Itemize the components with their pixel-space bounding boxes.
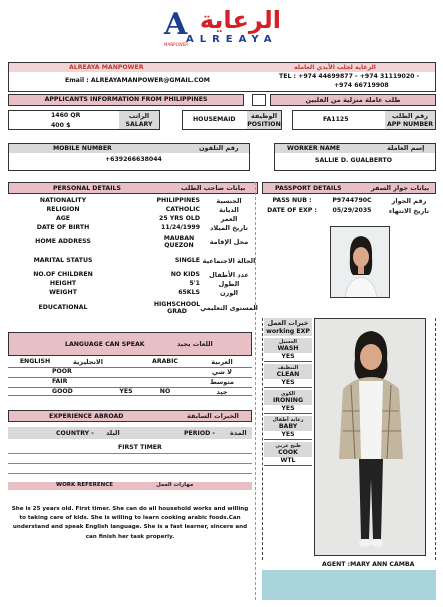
skill-value: YES: [264, 431, 312, 440]
remarks: She is 25 years old. First timer. She can do all household works and willing to taking care of kids. She is willing to learn cooking arabic foods.Can understand and speak English language. She is a fast learner, sincere and can finish her task properly.: [11, 506, 249, 540]
skill-value: WTL: [264, 457, 312, 466]
personal-value: PHILIPPINES: [156, 196, 200, 204]
passport-table: [262, 196, 436, 218]
logo-latin: ALREAYA: [186, 34, 278, 45]
passport-number-label: PASS NUB :: [272, 197, 312, 205]
language-level: POOR: [52, 368, 72, 376]
work-reference-header: [8, 482, 252, 490]
personal-row: [8, 196, 258, 205]
headshot-photo: [330, 226, 390, 298]
logo-arabic: الرعاية: [199, 6, 281, 34]
personal-value: 65KLS: [178, 288, 200, 296]
language-title: LANGUAGE CAN SPEAK: [65, 341, 145, 348]
language-english: ENGLISH: [19, 357, 51, 365]
tel-line-1: TEL : +974 44699877 - +974 31119020 -: [279, 73, 420, 80]
experience-first-timer: FIRST TIMER: [118, 444, 162, 451]
skill-ar: الغسيل: [264, 338, 312, 345]
skill-label: BABY: [264, 423, 312, 431]
experience-period-ar: المدة: [230, 429, 247, 437]
skill-ar: الكوي: [264, 390, 312, 397]
personal-label-ar: محل الإقامة: [209, 238, 249, 246]
personal-value: HIGHSCHOOL GRAD: [153, 300, 201, 315]
passport-row-expiry: [262, 206, 436, 216]
worker-value: SALLIE D. GUALBERTO: [315, 157, 393, 164]
company-name-ar: الرعاية لجلب الأيدي العاملة: [294, 64, 376, 71]
personal-value: CATHOLIC: [165, 205, 200, 213]
language-arabic: ARABIC: [152, 357, 178, 365]
app-number-box: [292, 110, 436, 130]
work-reference-title: WORK REFERENCE: [56, 482, 114, 488]
worker-label-ar: إسم العاملة: [387, 144, 425, 152]
company-logo: [160, 8, 285, 50]
tel-line-2: +974 66719908: [334, 82, 389, 89]
personal-label: DATE OF BIRTH: [36, 223, 90, 231]
logo-tag: MANPOWER: [164, 42, 189, 47]
company-name-en: ALREAYA MANPOWER: [69, 64, 144, 71]
applicants-title: APPLICANTS INFORMATION FROM PHILIPPINES: [8, 94, 244, 106]
personal-label-ar: العمر: [220, 214, 238, 223]
personal-label-ar: الحالة الاجتماعية: [202, 257, 256, 265]
personal-header: [8, 182, 258, 194]
personal-label: EDUCATIONAL: [38, 304, 88, 312]
personal-label-ar: تاريخ الميلاد: [210, 223, 248, 232]
skill-ar: طبخ عربي: [264, 442, 312, 449]
worker-label: WORKER NAME: [287, 145, 341, 152]
skills-title: working EXP: [264, 327, 312, 336]
personal-label: NO.OF CHILDREN: [33, 270, 93, 278]
personal-label-ar: الوزن: [219, 288, 239, 297]
language-english-value: [114, 378, 138, 386]
skill-label: CLEAN: [264, 371, 312, 379]
personal-label: MARITAL STATUS: [33, 257, 93, 265]
personal-row: [8, 288, 258, 297]
experience-rows: [8, 441, 252, 481]
personal-label-ar: الطول: [218, 279, 240, 288]
salary-usd: 400 $: [51, 122, 71, 129]
salary-label: SALARY: [119, 120, 159, 129]
passport-row-number: [262, 196, 436, 206]
experience-title-ar: الخبرات السابقة: [187, 412, 239, 420]
salary-qr: 1460 QR: [51, 112, 81, 119]
personal-value: SINGLE: [174, 257, 200, 265]
language-level: GOOD: [52, 387, 73, 395]
logo-a-mark: A: [164, 7, 188, 42]
experience-country: COUNTRY -: [56, 430, 94, 437]
personal-label: HOME ADDRESS: [35, 238, 91, 246]
position-label: POSITION: [247, 120, 281, 128]
applicants-title-ar: طلب عاملة منزلية من الفلبين: [270, 94, 436, 106]
personal-row: [8, 252, 258, 270]
language-arabic-ar: العربية: [211, 357, 233, 366]
skill-value: YES: [264, 353, 312, 362]
skill-label: COOK: [264, 449, 312, 457]
personal-table: [8, 196, 258, 320]
skill-label: IRONING: [264, 397, 312, 405]
personal-label: AGE: [55, 214, 71, 222]
passport-header: [262, 182, 436, 194]
personal-row: [8, 214, 258, 223]
personal-label: NATIONALITY: [39, 196, 87, 204]
language-level: FAIR: [52, 378, 68, 386]
personal-value: 11/24/1999: [161, 223, 200, 231]
language-row: [8, 387, 252, 396]
skill-ar: التنظيف: [264, 364, 312, 371]
passport-expiry-value: 05/29/2035: [332, 207, 372, 215]
personal-value: 5'1: [189, 279, 200, 287]
mobile-label: MOBILE NUMBER: [53, 145, 112, 152]
language-arabic-value: [138, 368, 192, 376]
passport-number-value: P9744790C: [332, 197, 372, 205]
skill-ar: رعاية أطفال: [264, 416, 312, 423]
personal-title-ar: بيانات صاحب الطلب: [181, 184, 246, 192]
passport-expiry-label: DATE OF EXP :: [267, 207, 317, 215]
personal-value: NO KIDS: [170, 270, 200, 278]
salary-box: [8, 110, 160, 130]
position-box: [182, 110, 282, 130]
position-label-ar: الوظيفة: [247, 111, 281, 120]
column-divider: [255, 182, 256, 600]
personal-row: [8, 205, 258, 214]
experience-country-ar: البلد: [106, 429, 120, 437]
personal-label: RELIGION: [46, 205, 80, 213]
full-body-illustration: [315, 319, 426, 556]
language-header: [8, 332, 252, 356]
position-value: HOUSEMAID: [193, 116, 236, 123]
mobile-box: [8, 143, 250, 171]
app-number-value: FA1125: [323, 116, 349, 123]
personal-row: [8, 270, 258, 279]
personal-label: WEIGHT: [49, 288, 77, 296]
personal-title: PERSONAL DETAILS: [53, 185, 121, 192]
personal-value: MAUBAN QUEZON: [163, 234, 195, 249]
spacer-box: [252, 94, 266, 106]
skill-label: WASH: [264, 345, 312, 353]
full-body-photo: [314, 318, 426, 556]
personal-row: [8, 279, 258, 288]
experience-header: [8, 410, 252, 422]
personal-label: HEIGHT: [49, 279, 77, 287]
skill-value: YES: [264, 379, 312, 388]
language-english-value: YES: [119, 387, 133, 395]
language-english-ar: الانجليزية: [73, 357, 103, 366]
passport-title-ar: بيانات جواز السفر: [371, 184, 430, 192]
personal-row: [8, 297, 258, 319]
language-title-ar: اللغات يجيد: [177, 340, 213, 348]
mobile-value: +639266638044: [105, 156, 162, 163]
skills-title-ar: خبرات العمل: [264, 318, 312, 327]
language-english-value: [114, 368, 138, 376]
personal-value: 25 YRS OLD: [159, 214, 200, 222]
language-header-row: [8, 357, 252, 366]
work-reference-title-ar: مهارات العمل: [156, 482, 194, 488]
skills-column: [264, 318, 312, 465]
personal-label-ar: المستوى التعليمي: [200, 304, 258, 312]
skill-value: YES: [264, 405, 312, 414]
mobile-label-ar: رقم التلفون: [199, 144, 239, 152]
salary-label-ar: الراتب: [119, 111, 159, 120]
language-level-ar: لا شي: [211, 368, 233, 376]
experience-columns: [8, 427, 252, 439]
personal-row: [8, 223, 258, 232]
experience-title: EXPERIENCE ABROAD: [49, 413, 124, 420]
agent-name: AGENT :MARY ANN CAMBA: [322, 561, 415, 568]
personal-label-ar: عدد الأطفال: [209, 270, 249, 279]
personal-label-ar: الجنسية: [216, 196, 242, 205]
passport-title: PASSPORT DETAILS: [275, 185, 342, 192]
worker-box: [274, 143, 436, 171]
language-arabic-value: NO: [159, 387, 171, 395]
header-box: [8, 62, 436, 92]
passport-expiry-label-ar: تاريخ الانتهاء: [388, 207, 430, 215]
language-row: [8, 367, 252, 376]
app-label-ar: رقم الطلب: [385, 111, 435, 120]
language-level-ar: متوسط: [209, 378, 235, 386]
headshot-illustration: [331, 227, 390, 298]
experience-period: PERIOD -: [184, 430, 215, 437]
language-level-ar: جيد: [216, 387, 228, 396]
passport-number-label-ar: رقم الجواز: [391, 197, 427, 205]
language-table: [8, 357, 252, 397]
language-arabic-value: [138, 378, 192, 386]
app-label: APP NUMBER: [386, 120, 434, 128]
agent-bar: [262, 570, 436, 600]
email: Email : ALREAYAMANPOWER@GMAIL.COM: [65, 77, 210, 84]
personal-label-ar: الديانة: [219, 205, 239, 214]
personal-row: [8, 232, 258, 252]
language-row: [8, 377, 252, 386]
